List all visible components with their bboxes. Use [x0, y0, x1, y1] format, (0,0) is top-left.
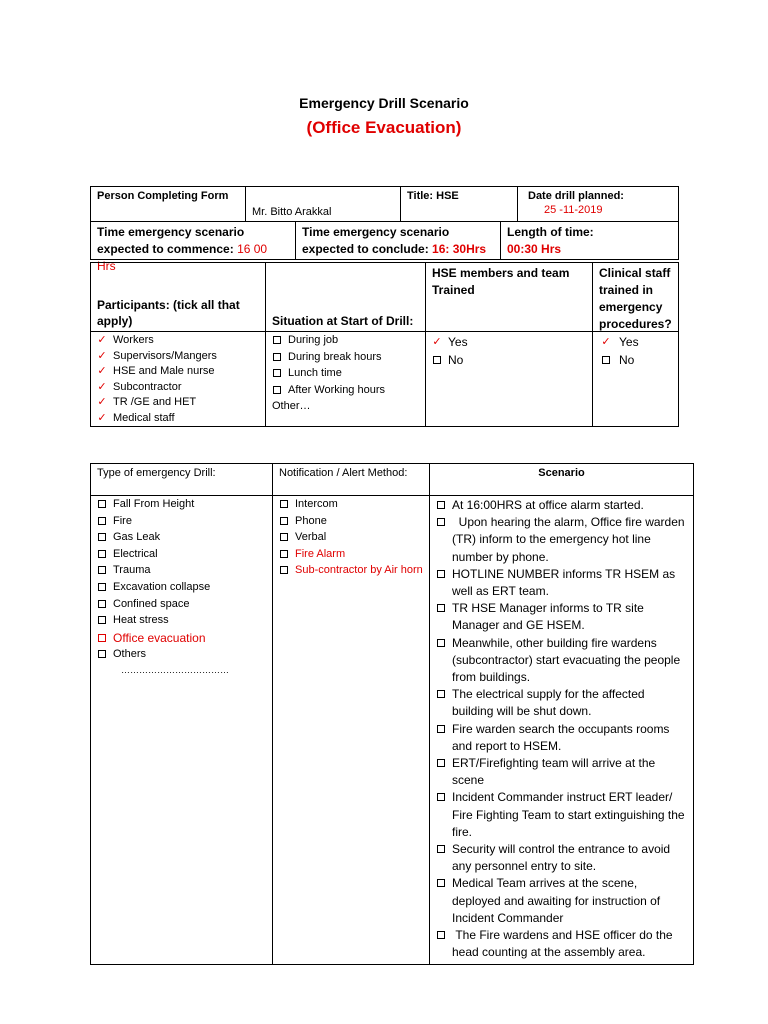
drill-type-dots: ………………………………: [121, 665, 229, 676]
scenario-item[interactable]: [430, 875, 689, 927]
checkbox-icon: [273, 336, 281, 344]
checkbox-icon: [98, 550, 106, 558]
scenario-list-cell: [429, 495, 694, 965]
drill-type-header-cell: [90, 463, 273, 496]
drill-type-item[interactable]: Electrical: [91, 547, 272, 564]
person-label: Person Completing Form: [97, 190, 229, 202]
checkbox-icon: [98, 616, 106, 624]
checkbox-icon: [602, 356, 610, 364]
date-label: Date drill planned:: [528, 190, 624, 202]
date-value: 25 -11-2019: [544, 204, 603, 216]
checkbox-icon: [437, 639, 445, 647]
checkbox-icon: [437, 793, 445, 801]
scenario-item[interactable]: [430, 927, 689, 961]
scenario-item[interactable]: [430, 721, 689, 755]
commence-label-1: Time emergency scenario: [97, 225, 245, 239]
clinical-no-option[interactable]: No: [593, 351, 678, 369]
scenario-text: At 16:00HRS at office alarm started.: [452, 498, 644, 512]
situation-other: Other…: [272, 400, 311, 413]
checkmark-icon: ✓: [601, 336, 611, 348]
checkmark-icon: ✓: [432, 336, 442, 348]
hse-no-option[interactable]: No: [426, 351, 592, 369]
participants-header: Participants: (tick all that apply): [97, 298, 240, 328]
clinical-header-cell: [592, 262, 679, 332]
checkmark-icon: ✓: [97, 380, 107, 393]
scenario-text: TR HSE Manager informs to TR site Manager and GE HSEM.: [452, 601, 648, 633]
scenario-text: Fire warden search the occupants rooms and report to HSEM.: [452, 721, 673, 753]
clinical-yes-option[interactable]: ✓ Yes: [593, 333, 678, 351]
person-value: Mr. Bitto Arakkal: [252, 206, 332, 218]
length-value: 00:30 Hrs: [507, 242, 562, 256]
document-title: Emergency Drill Scenario: [299, 95, 469, 111]
drill-type-others[interactable]: Others: [91, 647, 272, 664]
checkbox-icon: [280, 517, 288, 525]
hse-header-cell: [425, 262, 593, 332]
drill-type-item[interactable]: Fire: [91, 514, 272, 531]
drill-type-header: Type of emergency Drill:: [97, 467, 216, 479]
checkmark-icon: ✓: [97, 365, 107, 378]
person-label-cell: [90, 186, 246, 222]
length-label: Length of time:: [507, 225, 594, 239]
title-label: Title: HSE: [407, 190, 459, 202]
drill-type-item[interactable]: Trauma: [91, 563, 272, 580]
scenario-text: The Fire wardens and HSE officer do the head counting at the assembly area.: [452, 928, 676, 960]
participants-header-cell: [90, 262, 266, 332]
checkbox-icon: [98, 500, 106, 508]
length-cell: [500, 221, 679, 260]
person-value-cell: [245, 186, 401, 222]
notification-item[interactable]: Intercom: [273, 497, 429, 514]
checkbox-icon: [437, 759, 445, 767]
drill-type-item[interactable]: Fall From Height: [91, 497, 272, 514]
notification-item[interactable]: Verbal: [273, 530, 429, 547]
checkbox-icon: [280, 566, 288, 574]
date-cell: [517, 186, 679, 222]
scenario-text: Security will control the entrance to avoid any personnel entry to site.: [452, 842, 674, 874]
scenario-text: The electrical supply for the affected building will be shut down.: [452, 687, 648, 719]
document-subtitle: (Office Evacuation): [306, 118, 462, 137]
drill-type-item[interactable]: Gas Leak: [91, 530, 272, 547]
scenario-item[interactable]: [430, 600, 689, 634]
notification-item-fire-alarm[interactable]: Fire Alarm: [273, 547, 429, 564]
scenario-header: Scenario: [538, 467, 585, 479]
checkmark-icon: ✓: [97, 334, 107, 346]
checkbox-icon: [98, 650, 106, 658]
situation-item[interactable]: During job: [266, 333, 425, 350]
checkbox-icon: [280, 500, 288, 508]
drill-type-item[interactable]: Excavation collapse: [91, 580, 272, 597]
checkbox-icon: [437, 570, 445, 578]
participant-item[interactable]: ✓ Subcontractor: [91, 380, 265, 396]
checkbox-icon: [437, 845, 445, 853]
checkbox-icon: [437, 604, 445, 612]
checkbox-icon: [437, 501, 445, 509]
checkbox-icon: [98, 533, 106, 541]
conclude-label-1: Time emergency scenario: [302, 225, 450, 239]
checkbox-icon: [98, 566, 106, 574]
scenario-text: Meanwhile, other building fire wardens (subcontractor) start evacuating the people from buildings.: [452, 635, 684, 685]
checkbox-icon: [433, 356, 441, 364]
checkmark-icon: ✓: [97, 411, 107, 424]
checkbox-icon: [98, 600, 106, 608]
situation-list-cell: [265, 331, 426, 427]
conclude-value: 16: 30Hrs: [432, 242, 487, 256]
participant-item[interactable]: ✓ TR /GE and HET: [91, 395, 265, 411]
scenario-item[interactable]: [430, 841, 689, 875]
checkbox-icon: [273, 369, 281, 377]
checkmark-icon: ✓: [97, 349, 107, 362]
participant-item[interactable]: ✓ Supervisors/Mangers: [91, 349, 265, 365]
participant-item[interactable]: ✓ Workers: [91, 333, 265, 349]
checkbox-icon: [437, 725, 445, 733]
drill-type-office-evacuation[interactable]: Office evacuation: [91, 630, 272, 647]
notification-item[interactable]: Phone: [273, 514, 429, 531]
scenario-item[interactable]: [430, 635, 689, 687]
clinical-header: Clinical staff trained in emergency procedures?: [599, 266, 672, 331]
checkbox-icon: [273, 386, 281, 394]
situation-item[interactable]: After Working hours: [266, 383, 425, 400]
situation-item[interactable]: Lunch time: [266, 366, 425, 383]
checkbox-icon: [98, 517, 106, 525]
conclude-cell: [295, 221, 501, 260]
participant-item[interactable]: ✓ HSE and Male nurse: [91, 364, 265, 380]
commence-label-2: expected to commence:: [97, 242, 234, 256]
checkbox-icon: [437, 879, 445, 887]
hse-yes-option[interactable]: ✓ Yes: [426, 333, 592, 351]
checkbox-icon: [280, 533, 288, 541]
drill-type-list-cell: [90, 495, 273, 965]
checkbox-icon: [437, 690, 445, 698]
scenario-item[interactable]: [430, 514, 689, 566]
drill-type-item[interactable]: Confined space: [91, 597, 272, 614]
title-cell: [400, 186, 518, 222]
checkbox-icon: [280, 550, 288, 558]
notification-header-cell: [272, 463, 430, 496]
hse-options-cell: [425, 331, 593, 427]
drill-type-item[interactable]: Heat stress: [91, 613, 272, 630]
hse-trained-header: HSE members and team Trained: [432, 266, 570, 297]
scenario-text: Medical Team arrives at the scene, deployed and awaiting for instruction of Incident Commander: [452, 876, 664, 925]
scenario-text: Upon hearing the alarm, Office fire warden (TR) inform to the emergency hot line number by phone.: [452, 515, 688, 564]
notification-list-cell: [272, 495, 430, 965]
checkbox-icon: [273, 353, 281, 361]
checkbox-icon: [437, 931, 445, 939]
scenario-item[interactable]: [430, 497, 689, 514]
participant-item[interactable]: ✓ Medical staff: [91, 411, 265, 427]
scenario-header-cell: [429, 463, 694, 496]
clinical-options-cell: [592, 331, 679, 427]
situation-header: Situation at Start of Drill:: [272, 314, 414, 328]
scenario-item[interactable]: [430, 566, 689, 600]
conclude-label-2: expected to conclude:: [302, 242, 429, 256]
situation-item[interactable]: During break hours: [266, 350, 425, 367]
checkmark-icon: ✓: [97, 396, 107, 409]
checkbox-icon: [98, 583, 106, 591]
scenario-item[interactable]: [430, 789, 689, 841]
scenario-text: HOTLINE NUMBER informs TR HSEM as well as ERT team.: [452, 566, 679, 599]
checkbox-icon: [437, 518, 445, 526]
participants-list-cell: [90, 331, 266, 427]
commence-value: 16 00 Hrs: [97, 242, 268, 273]
notification-item-air-horn[interactable]: Sub-contractor by Air horn: [273, 563, 429, 580]
situation-header-cell: [265, 262, 426, 332]
checkbox-icon: [98, 634, 106, 642]
scenario-text: Incident Commander instruct ERT leader/ Fire Fighting Team to start extinguishing the fire.: [452, 790, 688, 839]
commence-cell: [90, 221, 296, 273]
notification-header: Notification / Alert Method:: [279, 467, 408, 479]
scenario-item[interactable]: [430, 755, 689, 789]
scenario-item[interactable]: [430, 686, 689, 720]
scenario-text: ERT/Firefighting team will arrive at the scene: [452, 756, 659, 788]
